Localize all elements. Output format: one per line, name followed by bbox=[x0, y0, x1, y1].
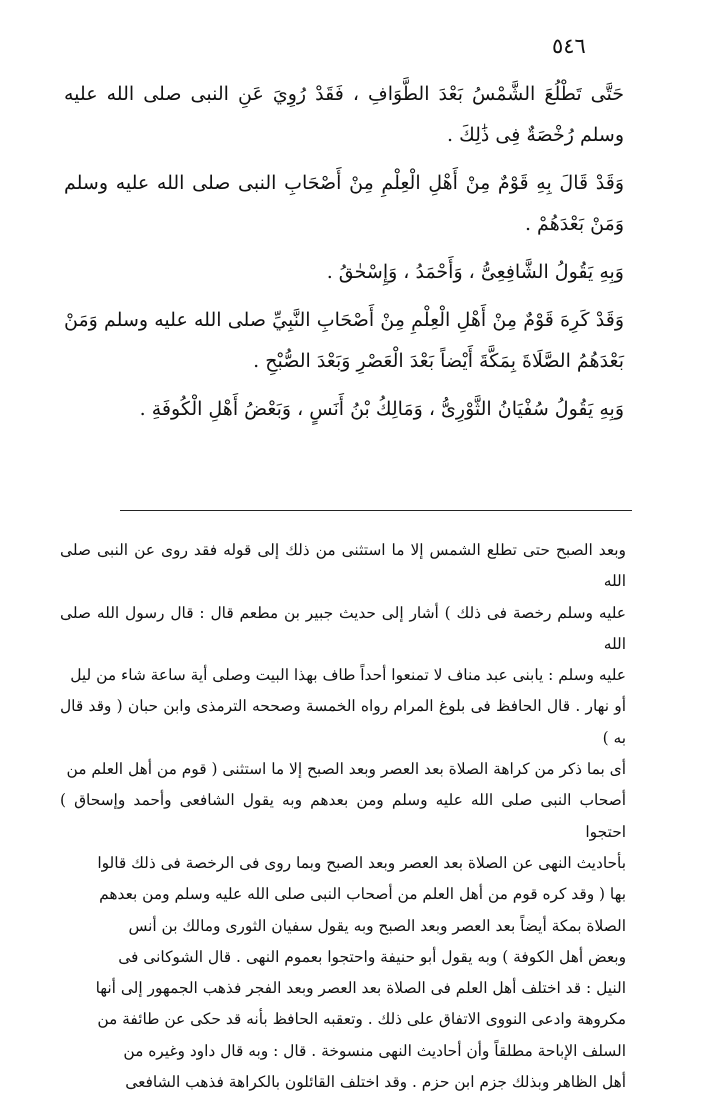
main-paragraph: وَبِهِ يَقُولُ سُفْيَانُ الثَّوْرِىُّ ، وَمَالِكُ بْنُ أَنَسٍ ، وَبَعْضُ أَهْلِ الْكُوفَةِ . bbox=[139, 398, 624, 420]
commentary-line: السلف الإباحة مطلقاً وأن أحاديث النهى منسوخة . قال : وبه قال داود وغيره من bbox=[123, 1041, 626, 1060]
main-paragraph: حَتَّى تَطْلُعَ الشَّمْسُ بَعْدَ الطَّوَافِ ، فَقَدْ رُوِيَ عَنِ النبى صلى الله عليه وسلم رُخْصَةٌ فِى ذَٰلِكَ . bbox=[64, 83, 624, 146]
commentary-line: بأحاديث النهى عن الصلاة بعد العصر وبعد الصبح وبما روى فى الرخصة فى ذلك قالوا bbox=[97, 853, 626, 872]
commentary-line: أى بما ذكر من كراهة الصلاة بعد العصر وبعد الصبح إلا ما استثنى ( قوم من أهل العلم من bbox=[66, 760, 626, 779]
main-paragraph: وَقَدْ قَالَ بِهِ قَوْمٌ مِنْ أَهْلِ الْعِلْمِ مِنْ أَصْحَابِ النبى صلى الله عليه وسلم وَمَنْ بَعْدَهُمْ . bbox=[64, 172, 624, 235]
commentary-line: وبعد الصبح حتى تطلع الشمس إلا ما استثنى من ذلك إلى قوله فقد روى عن النبى صلى الله bbox=[60, 541, 626, 591]
commentary-line: مكروهة وادعى النووى الاتفاق على ذلك . وتعقبه الحافظ بأنه قد حكى عن طائفة من bbox=[97, 1010, 626, 1029]
commentary-line: وبعض أهل الكوفة ) وبه يقول أبو حنيفة واحتجوا بعموم النهى . قال الشوكانى فى bbox=[118, 947, 626, 966]
commentary-line: أصحاب النبى صلى الله عليه وسلم ومن بعدهم وبه يقول الشافعى وأحمد وإسحاق ) احتجوا bbox=[60, 791, 626, 841]
commentary-line: أهل الظاهر وبذلك جزم ابن حزم . وقد اختلف القائلون بالكراهة فذهب الشافعى bbox=[125, 1073, 626, 1092]
commentary-line: النيل : قد اختلف أهل العلم فى الصلاة بعد العصر وبعد الفجر فذهب الجمهور إلى أنها bbox=[95, 979, 626, 998]
commentary-text bbox=[60, 535, 626, 1098]
section-divider bbox=[120, 510, 632, 511]
main-paragraph: وَبِهِ يَقُولُ الشَّافِعِىُّ ، وَأَحْمَدُ ، وَإِسْحٰقُ . bbox=[326, 261, 624, 283]
commentary-line: عليه وسلم : يابنى عبد مناف لا تمنعوا أحداً طاف بهذا البيت وصلى أية ساعة شاء من ليل bbox=[70, 666, 626, 685]
page-number: ٥٤٦ bbox=[552, 34, 586, 58]
commentary-line: الصلاة بمكة أيضاً بعد العصر وبعد الصبح وبه يقول سفيان الثورى ومالك بن أنس bbox=[128, 916, 626, 935]
main-paragraph: وَقَدْ كَرِهَ قَوْمٌ مِنْ أَهْلِ الْعِلْمِ مِنْ أَصْحَابِ النَّبِيِّ صلى الله عليه وسلم وَمَنْ بَعْدَهُمُ الصَّلَاةَ بِمَكَّةَ أَيْضاً بَعْدَ الْعَصْرِ وَبَعْدَ الصُّبْحِ . bbox=[64, 309, 624, 372]
commentary-line: أو نهار . قال الحافظ فى بلوغ المرام رواه الخمسة وصححه الترمذى وابن حبان ( وقد قال به ) bbox=[60, 697, 626, 747]
commentary-line: بها ( وقد كره قوم من أهل العلم من أصحاب النبى صلى الله عليه وسلم ومن بعدهم bbox=[99, 885, 626, 904]
hadith-text bbox=[64, 74, 624, 437]
commentary-line: عليه وسلم رخصة فى ذلك ) أشار إلى حديث جبير بن مطعم قال : قال رسول الله صلى الله bbox=[60, 603, 626, 653]
